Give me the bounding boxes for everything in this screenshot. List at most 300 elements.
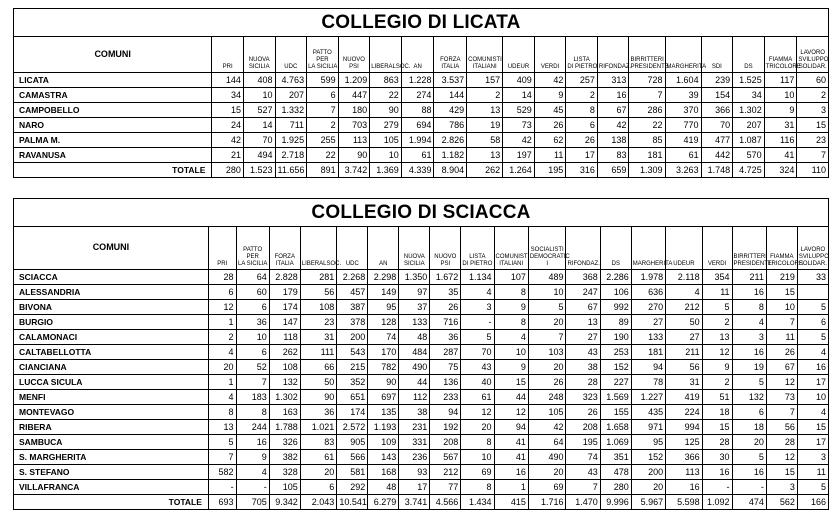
- vote-count-cell: 73: [503, 118, 535, 133]
- vote-count-cell: 1.302: [269, 390, 300, 405]
- total-vote-cell: 262: [467, 163, 503, 178]
- vote-count-cell: 61: [300, 450, 337, 465]
- total-vote-cell: 1.369: [370, 163, 402, 178]
- vote-count-cell: 10: [461, 450, 494, 465]
- vote-count-cell: 1.788: [269, 420, 300, 435]
- party-column-header: [434, 37, 467, 73]
- party-column-header: [494, 227, 528, 270]
- vote-count-cell: 14: [503, 88, 535, 103]
- vote-count-cell: 17: [399, 480, 430, 495]
- vote-count-cell: 10: [764, 88, 797, 103]
- comune-name: NARO: [14, 118, 212, 133]
- party-header-line: UDEUR: [507, 64, 530, 70]
- vote-count-cell: 292: [337, 480, 368, 495]
- party-column-header: [797, 37, 829, 73]
- comune-row: [14, 390, 829, 405]
- vote-count-cell: 2.718: [275, 148, 307, 163]
- vote-count-cell: 103: [528, 345, 566, 360]
- licata-title: COLLEGIO DI LICATA: [13, 8, 829, 36]
- comune-name: BIVONA: [14, 300, 209, 315]
- vote-count-cell: 77: [430, 480, 461, 495]
- vote-count-cell: 1.332: [275, 103, 307, 118]
- vote-count-cell: 83: [597, 148, 629, 163]
- party-header-line: PSI: [440, 261, 451, 267]
- vote-count-cell: 6: [300, 480, 337, 495]
- party-column-header: [368, 227, 399, 270]
- total-vote-cell: 891: [307, 163, 339, 178]
- comune-row: [14, 405, 829, 420]
- vote-count-cell: 352: [337, 375, 368, 390]
- vote-count-cell: 95: [368, 300, 399, 315]
- vote-count-cell: 494: [243, 148, 275, 163]
- vote-count-cell: 43: [461, 360, 494, 375]
- party-header-line: DI PIETRO: [462, 261, 493, 267]
- vote-count-cell: -: [702, 480, 732, 495]
- vote-count-cell: 168: [368, 465, 399, 480]
- party-column-header: [269, 227, 300, 270]
- vote-count-cell: 28: [566, 375, 600, 390]
- vote-count-cell: 6: [797, 315, 828, 330]
- vote-count-cell: 7: [766, 315, 797, 330]
- comune-name: BURGIO: [14, 315, 209, 330]
- vote-count-cell: 2.268: [337, 270, 368, 285]
- comune-name: PALMA M.: [14, 133, 212, 148]
- comune-name: RAVANUSA: [14, 148, 212, 163]
- vote-count-cell: 97: [399, 285, 430, 300]
- vote-count-cell: 26: [430, 300, 461, 315]
- vote-count-cell: 90: [368, 375, 399, 390]
- comune-name: CAMPOBELLO: [14, 103, 212, 118]
- vote-count-cell: 1: [208, 375, 236, 390]
- vote-count-cell: 328: [269, 465, 300, 480]
- vote-count-cell: 2: [208, 330, 236, 345]
- vote-count-cell: 8: [494, 285, 528, 300]
- party-column-header: [467, 37, 503, 73]
- vote-count-cell: 41: [494, 435, 528, 450]
- vote-count-cell: 15: [702, 420, 732, 435]
- party-header-line: UDC: [345, 261, 359, 267]
- party-column-header: [665, 37, 707, 73]
- vote-count-cell: 20: [300, 465, 337, 480]
- vote-count-cell: 10: [528, 285, 566, 300]
- vote-count-cell: 905: [337, 435, 368, 450]
- vote-count-cell: 26: [566, 133, 598, 148]
- vote-count-cell: 4: [732, 315, 766, 330]
- vote-count-cell: 6: [566, 118, 598, 133]
- vote-count-cell: 543: [337, 345, 368, 360]
- vote-count-cell: 2: [307, 118, 339, 133]
- vote-count-cell: 195: [566, 435, 600, 450]
- vote-count-cell: 1.228: [401, 73, 434, 88]
- party-header-line: COMUNISTI: [495, 254, 530, 260]
- vote-count-cell: 17: [566, 148, 598, 163]
- vote-count-cell: 4.763: [275, 73, 307, 88]
- vote-count-cell: 67: [766, 360, 797, 375]
- vote-count-cell: 2: [566, 88, 598, 103]
- vote-count-cell: 15: [212, 103, 244, 118]
- vote-count-cell: 231: [399, 420, 430, 435]
- vote-count-cell: 270: [631, 300, 665, 315]
- vote-count-cell: 133: [631, 330, 665, 345]
- party-header-line: PRESIDENTE: [630, 64, 669, 70]
- vote-count-cell: 22: [307, 148, 339, 163]
- vote-count-cell: 10: [494, 345, 528, 360]
- comune-row: [14, 450, 829, 465]
- vote-count-cell: 5: [797, 480, 828, 495]
- vote-count-cell: 478: [600, 465, 631, 480]
- vote-count-cell: 567: [430, 450, 461, 465]
- comune-name: LICATA: [14, 73, 212, 88]
- vote-count-cell: 85: [629, 133, 665, 148]
- vote-count-cell: 23: [300, 315, 337, 330]
- vote-count-cell: 215: [337, 360, 368, 375]
- vote-count-cell: 43: [566, 465, 600, 480]
- vote-count-cell: 274: [401, 88, 434, 103]
- vote-count-cell: 154: [701, 88, 733, 103]
- vote-count-cell: 10: [766, 300, 797, 315]
- vote-count-cell: 636: [631, 285, 665, 300]
- vote-count-cell: 7: [629, 88, 665, 103]
- vote-count-cell: 13: [467, 148, 503, 163]
- vote-count-cell: 69: [461, 465, 494, 480]
- vote-count-cell: 7: [766, 405, 797, 420]
- vote-count-cell: 50: [666, 315, 703, 330]
- total-vote-cell: 8.904: [434, 163, 467, 178]
- vote-count-cell: 40: [461, 375, 494, 390]
- party-column-header: [733, 37, 765, 73]
- vote-count-cell: 36: [236, 315, 269, 330]
- vote-count-cell: 132: [269, 375, 300, 390]
- total-vote-cell: 2.043: [300, 495, 337, 510]
- vote-count-cell: 8: [566, 103, 598, 118]
- party-column-header: [566, 37, 598, 73]
- comune-row: [14, 88, 829, 103]
- vote-count-cell: 45: [534, 103, 566, 118]
- vote-count-cell: 8: [461, 435, 494, 450]
- vote-count-cell: 12: [766, 450, 797, 465]
- vote-count-cell: 863: [370, 73, 402, 88]
- vote-count-cell: 62: [534, 133, 566, 148]
- vote-count-cell: 326: [269, 435, 300, 450]
- total-vote-cell: 110: [797, 163, 829, 178]
- vote-count-cell: 11: [702, 285, 732, 300]
- party-header-line: BIRRITTERI: [630, 57, 664, 63]
- vote-count-cell: 135: [368, 405, 399, 420]
- vote-count-cell: 366: [701, 103, 733, 118]
- total-vote-cell: 166: [797, 495, 828, 510]
- total-vote-cell: 4.725: [733, 163, 765, 178]
- vote-count-cell: 108: [300, 300, 337, 315]
- comune-name: CALTABELLOTTA: [14, 345, 209, 360]
- vote-count-cell: 484: [399, 345, 430, 360]
- vote-count-cell: 770: [665, 118, 701, 133]
- vote-count-cell: 1.978: [631, 270, 665, 285]
- vote-count-cell: 2: [702, 315, 732, 330]
- vote-count-cell: 378: [337, 315, 368, 330]
- total-vote-cell: 10.541: [337, 495, 368, 510]
- party-header-line: AN: [413, 64, 422, 70]
- vote-count-cell: 442: [701, 148, 733, 163]
- vote-count-cell: 15: [766, 465, 797, 480]
- vote-count-cell: 13: [566, 315, 600, 330]
- total-vote-cell: 4.339: [401, 163, 434, 178]
- vote-count-cell: 19: [467, 118, 503, 133]
- comune-row: [14, 133, 829, 148]
- vote-count-cell: 20: [461, 420, 494, 435]
- total-vote-cell: 562: [766, 495, 797, 510]
- vote-count-cell: 28: [208, 270, 236, 285]
- vote-count-cell: 108: [269, 360, 300, 375]
- party-column-header: [208, 227, 236, 270]
- vote-count-cell: 5: [528, 300, 566, 315]
- vote-count-cell: 354: [702, 270, 732, 285]
- total-vote-cell: 11.656: [275, 163, 307, 178]
- vote-count-cell: 286: [629, 103, 665, 118]
- total-vote-cell: 1.523: [243, 163, 275, 178]
- vote-count-cell: 118: [269, 330, 300, 345]
- vote-count-cell: 2.298: [368, 270, 399, 285]
- total-vote-cell: 1.748: [701, 163, 733, 178]
- vote-count-cell: 9: [534, 88, 566, 103]
- vote-count-cell: 9: [702, 360, 732, 375]
- vote-count-cell: 1.087: [733, 133, 765, 148]
- party-column-header: [732, 227, 772, 270]
- vote-count-cell: 4: [494, 330, 528, 345]
- vote-count-cell: 529: [503, 103, 535, 118]
- vote-count-cell: 105: [269, 480, 300, 495]
- vote-count-cell: 8: [732, 300, 766, 315]
- vote-count-cell: 6: [208, 285, 236, 300]
- vote-count-cell: 651: [337, 390, 368, 405]
- vote-count-cell: 208: [430, 435, 461, 450]
- vote-count-cell: 9: [764, 103, 797, 118]
- vote-count-cell: 15: [766, 285, 797, 300]
- vote-count-cell: 994: [666, 420, 703, 435]
- vote-count-cell: 180: [338, 103, 370, 118]
- comune-name: SAMBUCA: [14, 435, 209, 450]
- comune-row: [14, 73, 829, 88]
- party-header-line: SOCIALISTI: [530, 247, 564, 253]
- vote-count-cell: 170: [368, 345, 399, 360]
- vote-count-cell: 43: [566, 345, 600, 360]
- party-header-line: ITALIANI: [499, 261, 524, 267]
- total-vote-cell: 659: [597, 163, 629, 178]
- vote-count-cell: 323: [566, 390, 600, 405]
- vote-count-cell: 703: [338, 118, 370, 133]
- comune-name: CIANCIANA: [14, 360, 209, 375]
- vote-count-cell: 113: [338, 133, 370, 148]
- vote-count-cell: 419: [666, 390, 703, 405]
- vote-count-cell: -: [461, 315, 494, 330]
- party-header-line: SOLIDAR.: [798, 261, 827, 267]
- party-header-line: LIBERALSOC.: [371, 64, 411, 70]
- party-header-line: LIBERALSOC.: [301, 261, 342, 267]
- vote-count-cell: 78: [631, 375, 665, 390]
- vote-count-cell: 694: [401, 118, 434, 133]
- vote-count-cell: 1.604: [665, 73, 701, 88]
- vote-count-cell: 351: [600, 450, 631, 465]
- vote-count-cell: 212: [430, 465, 461, 480]
- comuni-header: COMUNI: [14, 37, 212, 73]
- vote-count-cell: 149: [368, 285, 399, 300]
- vote-count-cell: 1.227: [631, 390, 665, 405]
- party-header-line: PRI: [222, 64, 233, 70]
- party-header-line: MARGHERITA: [666, 64, 707, 70]
- vote-count-cell: 409: [503, 73, 535, 88]
- vote-count-cell: 244: [236, 420, 269, 435]
- vote-count-cell: 181: [629, 148, 665, 163]
- vote-count-cell: 8: [494, 315, 528, 330]
- party-header-line: NUOVA: [403, 254, 425, 260]
- vote-count-cell: 24: [212, 118, 244, 133]
- party-header-line: ITALIA: [275, 261, 294, 267]
- comuni-header: COMUNI: [14, 227, 209, 270]
- vote-count-cell: 4: [208, 390, 236, 405]
- vote-count-cell: 31: [764, 118, 797, 133]
- total-vote-cell: 3.263: [665, 163, 701, 178]
- party-column-header: [597, 37, 632, 73]
- party-column-header: [461, 227, 494, 270]
- party-header-line: PRI: [217, 261, 228, 267]
- vote-count-cell: 60: [797, 73, 829, 88]
- vote-count-cell: 5: [208, 435, 236, 450]
- vote-count-cell: 4: [666, 285, 703, 300]
- vote-count-cell: 7: [236, 375, 269, 390]
- vote-count-cell: 66: [300, 360, 337, 375]
- licata-results-table: [13, 36, 829, 178]
- vote-count-cell: 125: [666, 435, 703, 450]
- vote-count-cell: 211: [732, 270, 766, 285]
- total-vote-cell: 280: [212, 163, 244, 178]
- party-column-header: [702, 227, 732, 270]
- party-column-header: [534, 37, 566, 73]
- comune-row: [14, 300, 829, 315]
- vote-count-cell: 3: [461, 300, 494, 315]
- party-column-header: [370, 37, 411, 73]
- vote-count-cell: 128: [368, 315, 399, 330]
- comune-row: [14, 148, 829, 163]
- vote-count-cell: 105: [370, 133, 402, 148]
- vote-count-cell: 18: [702, 405, 732, 420]
- vote-count-cell: 262: [269, 345, 300, 360]
- vote-count-cell: 41: [494, 450, 528, 465]
- party-header-line: DEMOCRATIC: [529, 254, 570, 260]
- vote-count-cell: 105: [528, 405, 566, 420]
- vote-count-cell: 1.069: [600, 435, 631, 450]
- party-column-header: [337, 227, 368, 270]
- vote-count-cell: 27: [666, 330, 703, 345]
- vote-count-cell: 10: [370, 148, 402, 163]
- vote-count-cell: 1.209: [338, 73, 370, 88]
- vote-count-cell: 51: [702, 390, 732, 405]
- party-header-line: FIAMMA: [768, 57, 793, 63]
- vote-count-cell: 570: [733, 148, 765, 163]
- total-vote-cell: 415: [494, 495, 528, 510]
- vote-count-cell: 67: [566, 300, 600, 315]
- vote-count-cell: 6: [307, 88, 339, 103]
- vote-count-cell: 12: [208, 300, 236, 315]
- vote-count-cell: 1.925: [275, 133, 307, 148]
- vote-count-cell: 61: [461, 390, 494, 405]
- vote-count-cell: 9: [236, 450, 269, 465]
- vote-count-cell: 435: [631, 405, 665, 420]
- vote-count-cell: 33: [797, 270, 828, 285]
- vote-count-cell: 281: [300, 270, 337, 285]
- comune-name: RIBERA: [14, 420, 209, 435]
- vote-count-cell: 56: [766, 420, 797, 435]
- vote-count-cell: 19: [732, 360, 766, 375]
- vote-count-cell: 370: [665, 103, 701, 118]
- vote-count-cell: 280: [600, 480, 631, 495]
- party-header-line: SDI: [711, 64, 722, 70]
- party-header-line: AN: [379, 261, 388, 267]
- vote-count-cell: 3: [797, 103, 829, 118]
- vote-count-cell: 12: [702, 345, 732, 360]
- sciacca-results-table: [13, 226, 829, 510]
- vote-count-cell: 208: [566, 420, 600, 435]
- vote-count-cell: 5: [797, 300, 828, 315]
- vote-count-cell: 10: [236, 330, 269, 345]
- vote-count-cell: 179: [269, 285, 300, 300]
- vote-count-cell: 11: [797, 465, 828, 480]
- vote-count-cell: 69: [528, 480, 566, 495]
- vote-count-cell: 20: [631, 480, 665, 495]
- collegio-sciacca-section: [13, 198, 829, 510]
- party-column-header: [430, 227, 461, 270]
- vote-count-cell: 7: [528, 330, 566, 345]
- total-vote-cell: 3.742: [338, 163, 370, 178]
- vote-count-cell: 27: [566, 330, 600, 345]
- vote-count-cell: 56: [666, 360, 703, 375]
- comune-row: [14, 375, 829, 390]
- vote-count-cell: 157: [467, 73, 503, 88]
- vote-count-cell: 971: [631, 420, 665, 435]
- party-header-line: ITALIA: [441, 64, 460, 70]
- vote-count-cell: 8: [461, 480, 494, 495]
- vote-count-cell: 28: [766, 435, 797, 450]
- comune-name: MENFI: [14, 390, 209, 405]
- vote-count-cell: -: [732, 480, 766, 495]
- total-vote-cell: 1.470: [566, 495, 600, 510]
- party-header-line: COMUNISTI: [468, 57, 502, 63]
- vote-count-cell: 233: [430, 390, 461, 405]
- party-column-header: [300, 227, 342, 270]
- vote-count-cell: 89: [600, 315, 631, 330]
- vote-count-cell: 163: [269, 405, 300, 420]
- total-vote-cell: 3.741: [399, 495, 430, 510]
- vote-count-cell: 716: [430, 315, 461, 330]
- vote-count-cell: 599: [307, 73, 339, 88]
- vote-count-cell: 200: [631, 465, 665, 480]
- vote-count-cell: 155: [600, 405, 631, 420]
- vote-count-cell: 366: [666, 450, 703, 465]
- vote-count-cell: [797, 285, 828, 300]
- vote-count-cell: 34: [212, 88, 244, 103]
- vote-count-cell: 20: [528, 315, 566, 330]
- party-column-header: [212, 37, 244, 73]
- vote-count-cell: 138: [597, 133, 629, 148]
- party-column-header: [766, 227, 803, 270]
- vote-count-cell: 782: [368, 360, 399, 375]
- vote-count-cell: 26: [766, 345, 797, 360]
- comune-row: [14, 118, 829, 133]
- vote-count-cell: 239: [701, 73, 733, 88]
- vote-count-cell: 90: [370, 103, 402, 118]
- vote-count-cell: 12: [461, 405, 494, 420]
- vote-count-cell: 527: [243, 103, 275, 118]
- party-header-line: SOLIDAR.: [798, 64, 827, 70]
- vote-count-cell: 2: [702, 375, 732, 390]
